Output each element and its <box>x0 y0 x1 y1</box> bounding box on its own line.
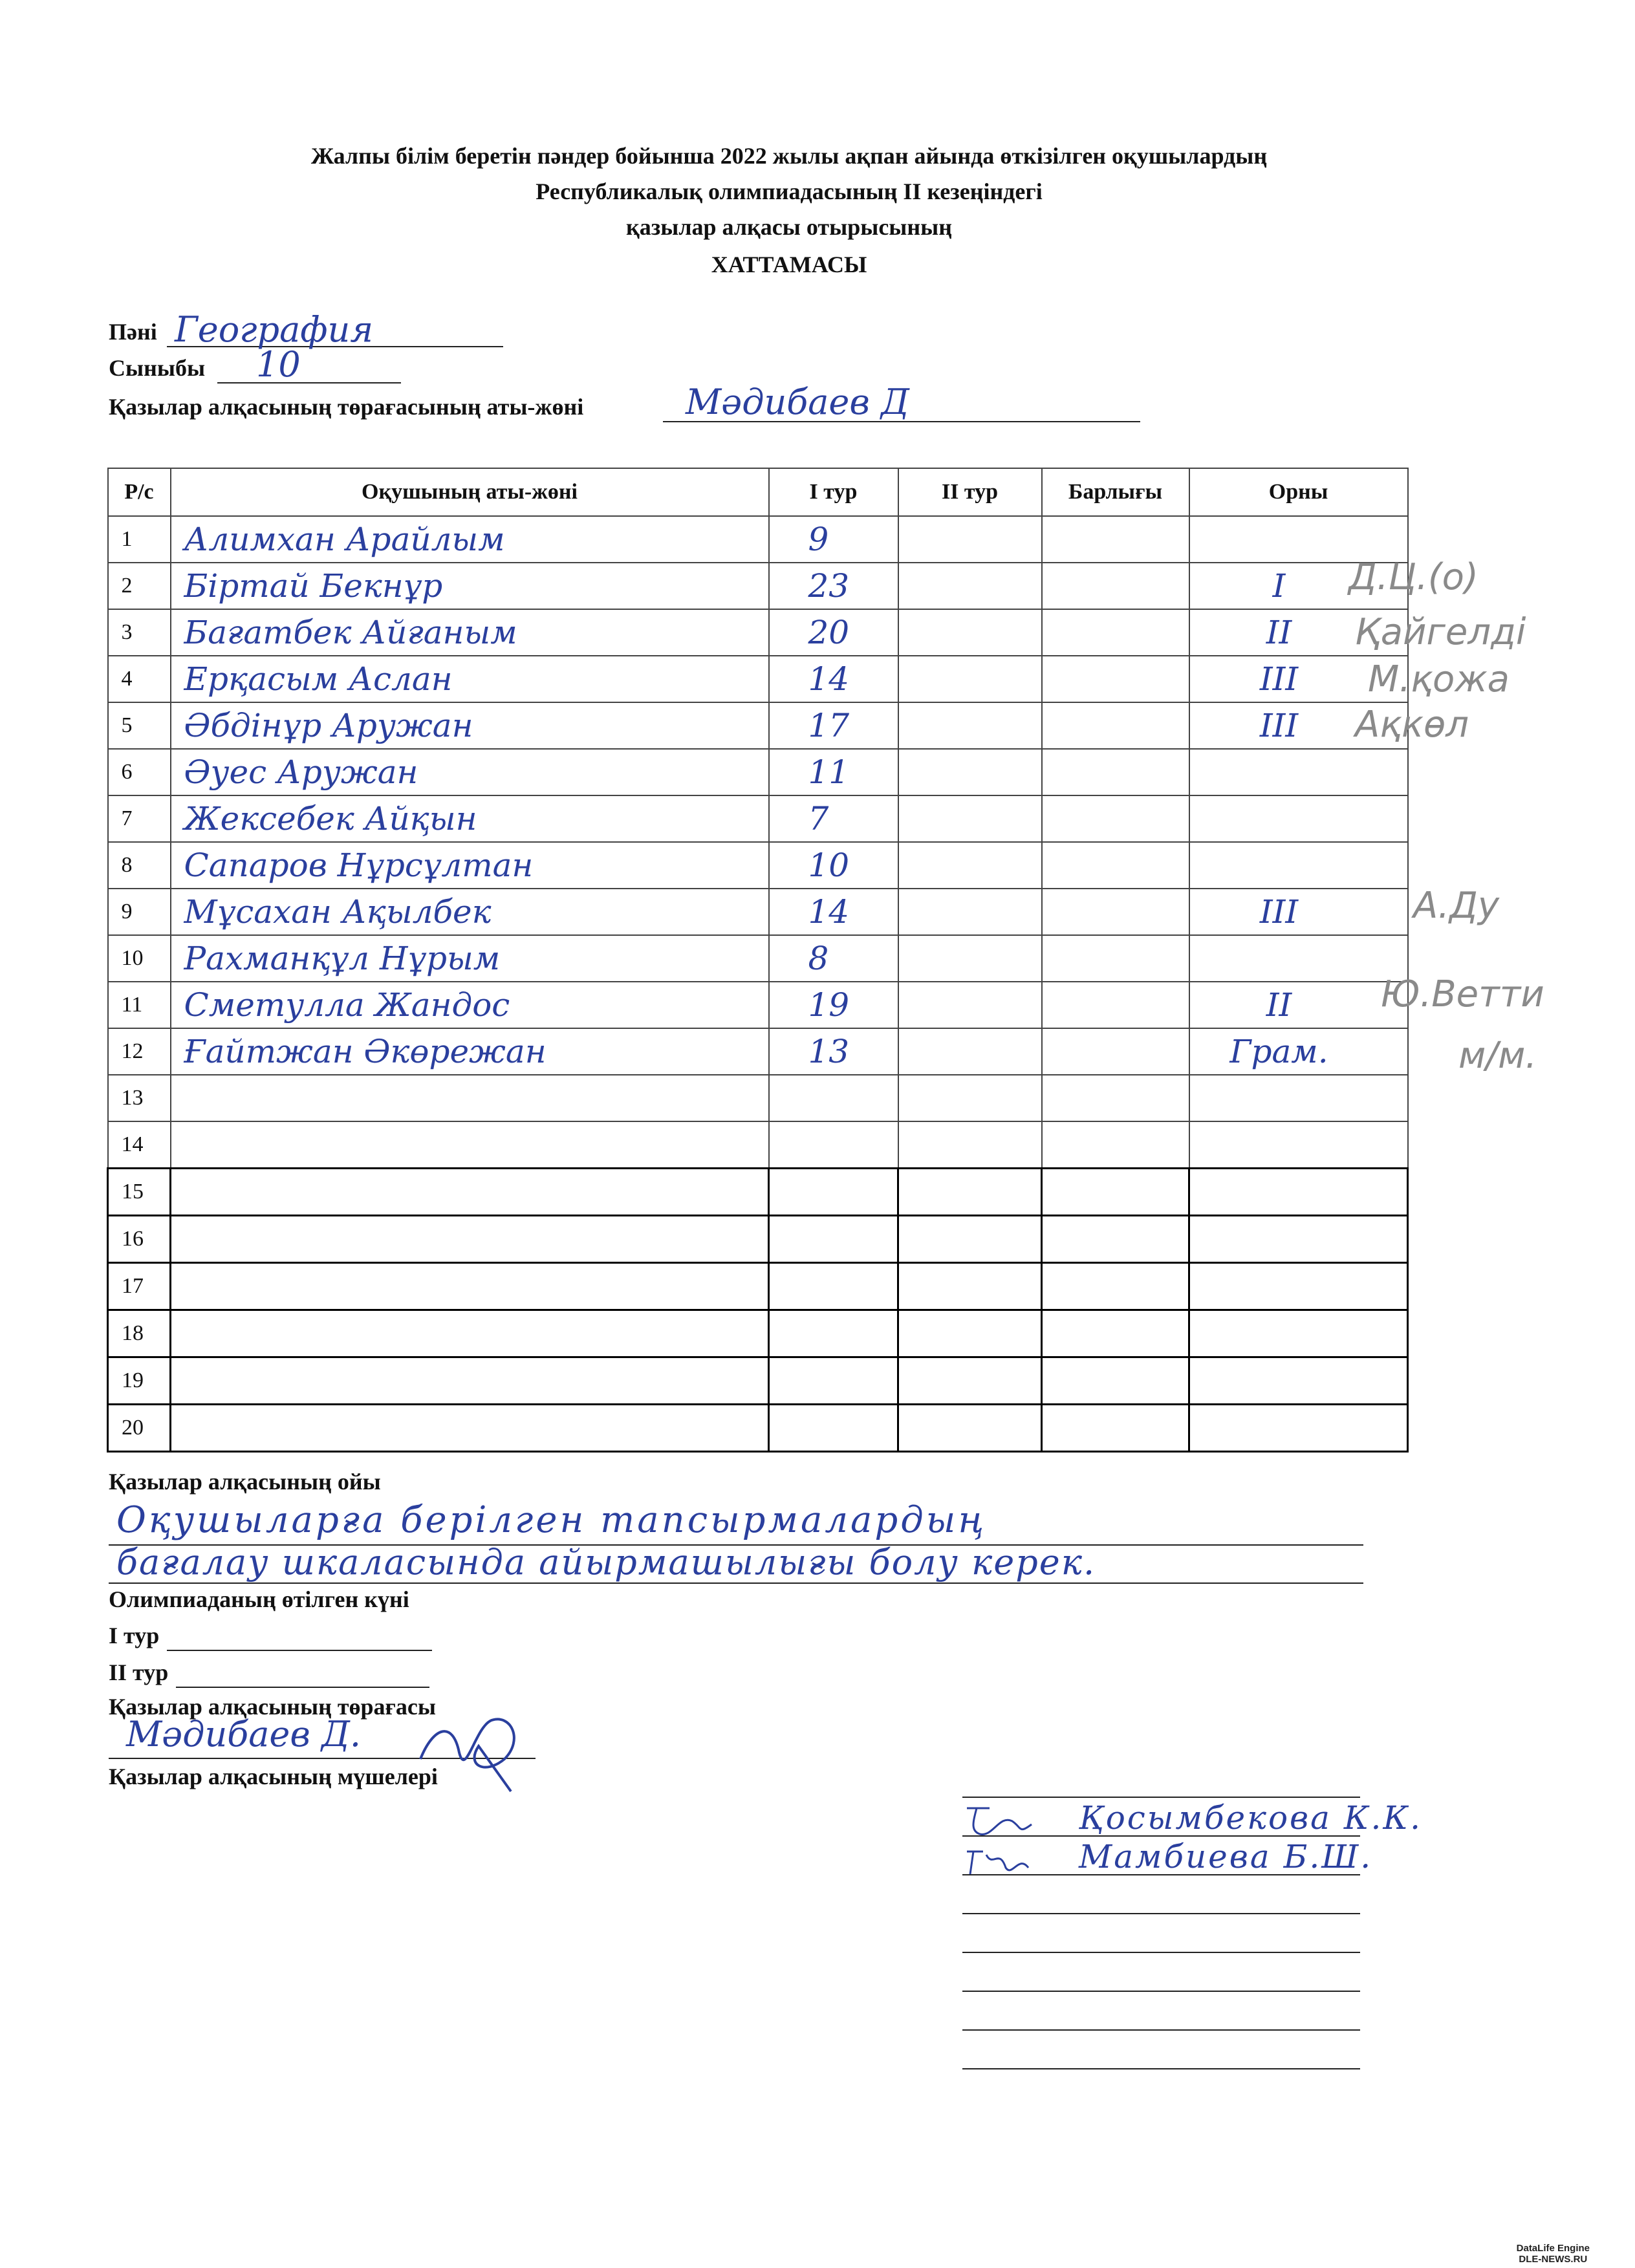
student-name-cell: Әбдінұр Аружан <box>171 702 769 749</box>
table-row <box>108 563 1408 609</box>
member-line-6 <box>962 2029 1360 2031</box>
margin-note-4: Ақкөл <box>1355 704 1469 746</box>
grade-underline <box>217 382 401 383</box>
member-line-3 <box>962 1913 1360 1914</box>
header-place: Орны <box>1189 468 1408 516</box>
table-row <box>108 1169 1408 1216</box>
student-name-cell: Рахманқұл Нұрым <box>171 935 769 982</box>
table-row <box>108 609 1408 656</box>
round-2-score-cell <box>898 1310 1042 1357</box>
heading-line-1: Жалпы білім беретін пәндер бойынша 2022 жылы ақпан айында өткізілген оқушылардың <box>310 143 1268 169</box>
round-2-score-cell <box>898 749 1042 795</box>
total-score-cell <box>1042 1216 1189 1263</box>
chair-signature-label: Қазылар алқасының төрағасы <box>109 1694 436 1720</box>
student-name-cell: Алимхан Арайлым <box>171 516 769 563</box>
place-cell <box>1189 1169 1408 1216</box>
round-1-score-cell <box>769 1263 898 1310</box>
round-2-score-cell <box>898 1121 1042 1169</box>
total-score-cell <box>1042 1028 1189 1075</box>
heading-line-3: қазылар алқасы отырысының <box>626 214 952 240</box>
student-name-cell: Сметулла Жандос <box>171 982 769 1028</box>
margin-note-7: м/м. <box>1458 1035 1537 1077</box>
place-cell: Грам. <box>1189 1028 1408 1075</box>
document-title: ХАТТАМАСЫ <box>711 252 867 277</box>
student-name-cell: Біртай Бекнұр <box>171 563 769 609</box>
round-1-score-cell: 14 <box>769 889 898 935</box>
round-2-score-cell <box>898 656 1042 702</box>
table-row <box>108 1357 1408 1405</box>
table-row <box>108 1310 1408 1357</box>
results-table <box>107 468 1409 1453</box>
round-2-score-cell <box>898 516 1042 563</box>
place-cell <box>1189 935 1408 982</box>
table-row <box>108 842 1408 889</box>
place-cell <box>1189 1075 1408 1121</box>
total-score-cell <box>1042 1169 1189 1216</box>
opinion-text-1: Оқушыларға берілген тапсырмалардың <box>116 1499 987 1541</box>
row-number: 18 <box>108 1310 171 1357</box>
student-name-cell <box>171 1405 769 1452</box>
total-score-cell <box>1042 1263 1189 1310</box>
table-row <box>108 1263 1408 1310</box>
round-2-date-underline <box>176 1687 429 1688</box>
round-1-date-label: I тур <box>109 1623 160 1648</box>
row-number: 13 <box>108 1075 171 1121</box>
member-2-initials <box>964 1842 1035 1881</box>
round-2-score-cell <box>898 889 1042 935</box>
round-2-score-cell <box>898 1357 1042 1405</box>
total-score-cell <box>1042 1310 1189 1357</box>
opinion-label: Қазылар алқасының ойы <box>109 1469 381 1495</box>
table-header-row <box>108 468 1408 516</box>
student-name-cell <box>171 1263 769 1310</box>
student-name-cell: Мұсахан Ақылбек <box>171 889 769 935</box>
round-1-date-underline <box>167 1650 432 1651</box>
header-round-1: I тур <box>769 468 898 516</box>
round-2-score-cell <box>898 1169 1042 1216</box>
table-row <box>108 935 1408 982</box>
place-cell: I <box>1189 563 1408 609</box>
header-number: Р/с <box>108 468 171 516</box>
table-row <box>108 795 1408 842</box>
margin-note-2: Қайгелді <box>1355 611 1526 653</box>
opinion-underline-2 <box>109 1582 1363 1584</box>
chair-value: Мәдибаев Д <box>686 382 909 422</box>
margin-note-1: Д.Ц.(о) <box>1348 556 1478 598</box>
member-1-initials <box>964 1802 1035 1841</box>
members-label: Қазылар алқасының мүшелері <box>109 1764 438 1789</box>
total-score-cell <box>1042 935 1189 982</box>
member-line-5 <box>962 1991 1360 1992</box>
table-row <box>108 1216 1408 1263</box>
row-number: 4 <box>108 656 171 702</box>
student-name-cell: Ерқасым Аслан <box>171 656 769 702</box>
total-score-cell <box>1042 516 1189 563</box>
round-2-score-cell <box>898 842 1042 889</box>
place-cell <box>1189 1216 1408 1263</box>
chair-signature-name: Мәдибаев Д. <box>126 1714 362 1755</box>
footer-line-1: DataLife Engine <box>1516 2243 1590 2254</box>
row-number: 10 <box>108 935 171 982</box>
row-number: 5 <box>108 702 171 749</box>
student-name-cell: Сапаров Нұрсұлтан <box>171 842 769 889</box>
grade-label: Сыныбы <box>109 355 206 381</box>
round-2-score-cell <box>898 795 1042 842</box>
row-number: 1 <box>108 516 171 563</box>
place-cell <box>1189 1405 1408 1452</box>
place-cell <box>1189 749 1408 795</box>
table-row <box>108 656 1408 702</box>
round-1-score-cell: 13 <box>769 1028 898 1075</box>
round-1-score-cell: 7 <box>769 795 898 842</box>
total-score-cell <box>1042 702 1189 749</box>
round-1-score-cell <box>769 1169 898 1216</box>
student-name-cell <box>171 1357 769 1405</box>
row-number: 2 <box>108 563 171 609</box>
total-score-cell <box>1042 889 1189 935</box>
round-1-score-cell: 23 <box>769 563 898 609</box>
header-total: Барлығы <box>1042 468 1189 516</box>
row-number: 20 <box>108 1405 171 1452</box>
round-1-score-cell: 11 <box>769 749 898 795</box>
member-line-4 <box>962 1952 1360 1953</box>
member-1-name: Қосымбекова К.К. <box>1079 1799 1423 1837</box>
round-1-score-cell <box>769 1075 898 1121</box>
round-1-score-cell: 17 <box>769 702 898 749</box>
round-1-score-cell: 8 <box>769 935 898 982</box>
footer-line-2: DLE-NEWS.RU <box>1519 2254 1588 2265</box>
student-name-cell: Бағатбек Айғаным <box>171 609 769 656</box>
header-student-name: Оқушының аты-жөні <box>171 468 769 516</box>
margin-note-3: М.қожа <box>1368 658 1510 700</box>
place-cell <box>1189 1121 1408 1169</box>
student-name-cell: Жексебек Айқын <box>171 795 769 842</box>
total-score-cell <box>1042 982 1189 1028</box>
round-1-score-cell <box>769 1310 898 1357</box>
round-2-score-cell <box>898 1075 1042 1121</box>
round-2-score-cell <box>898 935 1042 982</box>
row-number: 7 <box>108 795 171 842</box>
chair-label: Қазылар алқасының төрағасының аты-жөні <box>109 394 584 420</box>
row-number: 14 <box>108 1121 171 1169</box>
total-score-cell <box>1042 1075 1189 1121</box>
row-number: 16 <box>108 1216 171 1263</box>
place-cell: III <box>1189 656 1408 702</box>
place-cell <box>1189 1310 1408 1357</box>
total-score-cell <box>1042 749 1189 795</box>
table-row <box>108 889 1408 935</box>
round-1-score-cell <box>769 1357 898 1405</box>
round-2-score-cell <box>898 1405 1042 1452</box>
table-row <box>108 516 1408 563</box>
row-number: 8 <box>108 842 171 889</box>
place-cell <box>1189 842 1408 889</box>
total-score-cell <box>1042 563 1189 609</box>
member-line-7 <box>962 2068 1360 2069</box>
round-1-score-cell <box>769 1216 898 1263</box>
round-2-date-label: II тур <box>109 1659 169 1685</box>
round-1-score-cell <box>769 1405 898 1452</box>
member-line-0 <box>962 1797 1360 1798</box>
student-name-cell <box>171 1169 769 1216</box>
student-name-cell <box>171 1075 769 1121</box>
row-number: 3 <box>108 609 171 656</box>
round-1-score-cell <box>769 1121 898 1169</box>
row-number: 9 <box>108 889 171 935</box>
total-score-cell <box>1042 656 1189 702</box>
round-2-score-cell <box>898 982 1042 1028</box>
table-row <box>108 982 1408 1028</box>
place-cell: II <box>1189 609 1408 656</box>
row-number: 6 <box>108 749 171 795</box>
place-cell <box>1189 1263 1408 1310</box>
round-2-score-cell <box>898 1216 1042 1263</box>
subject-label: Пәні <box>109 319 157 345</box>
round-1-score-cell: 19 <box>769 982 898 1028</box>
table-row <box>108 1405 1408 1452</box>
row-number: 19 <box>108 1357 171 1405</box>
total-score-cell <box>1042 1121 1189 1169</box>
round-1-score-cell: 9 <box>769 516 898 563</box>
total-score-cell <box>1042 609 1189 656</box>
place-cell: III <box>1189 889 1408 935</box>
table-row <box>108 702 1408 749</box>
round-1-score-cell: 10 <box>769 842 898 889</box>
grade-value: 10 <box>256 344 301 385</box>
olympiad-date-label: Олимпиаданың өтілген күні <box>109 1586 409 1612</box>
place-cell: II <box>1189 982 1408 1028</box>
round-2-score-cell <box>898 563 1042 609</box>
place-cell <box>1189 795 1408 842</box>
heading-line-2: Республикалық олимпиадасының II кезеңіндегі <box>536 178 1043 204</box>
round-1-score-cell: 14 <box>769 656 898 702</box>
student-name-cell: Әуес Аружан <box>171 749 769 795</box>
member-2-name: Мамбиева Б.Ш. <box>1079 1838 1373 1875</box>
opinion-text-2: бағалау шкаласында айырмашылығы болу керек. <box>116 1542 1096 1582</box>
row-number: 15 <box>108 1169 171 1216</box>
student-name-cell <box>171 1310 769 1357</box>
place-cell <box>1189 1357 1408 1405</box>
table-row <box>108 1121 1408 1169</box>
student-name-cell: Ғайтжан Әкөрежан <box>171 1028 769 1075</box>
round-2-score-cell <box>898 702 1042 749</box>
margin-note-5: А.Ду <box>1413 885 1499 927</box>
footer-watermark <box>1517 2243 1590 2265</box>
row-number: 11 <box>108 982 171 1028</box>
student-name-cell <box>171 1216 769 1263</box>
place-cell: III <box>1189 702 1408 749</box>
total-score-cell <box>1042 1405 1189 1452</box>
round-2-score-cell <box>898 1263 1042 1310</box>
table-row <box>108 1075 1408 1121</box>
round-1-score-cell: 20 <box>769 609 898 656</box>
table-row <box>108 1028 1408 1075</box>
margin-note-6: Ю.Ветти <box>1381 973 1544 1015</box>
row-number: 12 <box>108 1028 171 1075</box>
student-name-cell <box>171 1121 769 1169</box>
total-score-cell <box>1042 842 1189 889</box>
total-score-cell <box>1042 1357 1189 1405</box>
row-number: 17 <box>108 1263 171 1310</box>
subject-value: География <box>175 309 374 350</box>
header-round-2: II тур <box>898 468 1042 516</box>
table-row <box>108 749 1408 795</box>
total-score-cell <box>1042 795 1189 842</box>
round-2-score-cell <box>898 609 1042 656</box>
round-2-score-cell <box>898 1028 1042 1075</box>
